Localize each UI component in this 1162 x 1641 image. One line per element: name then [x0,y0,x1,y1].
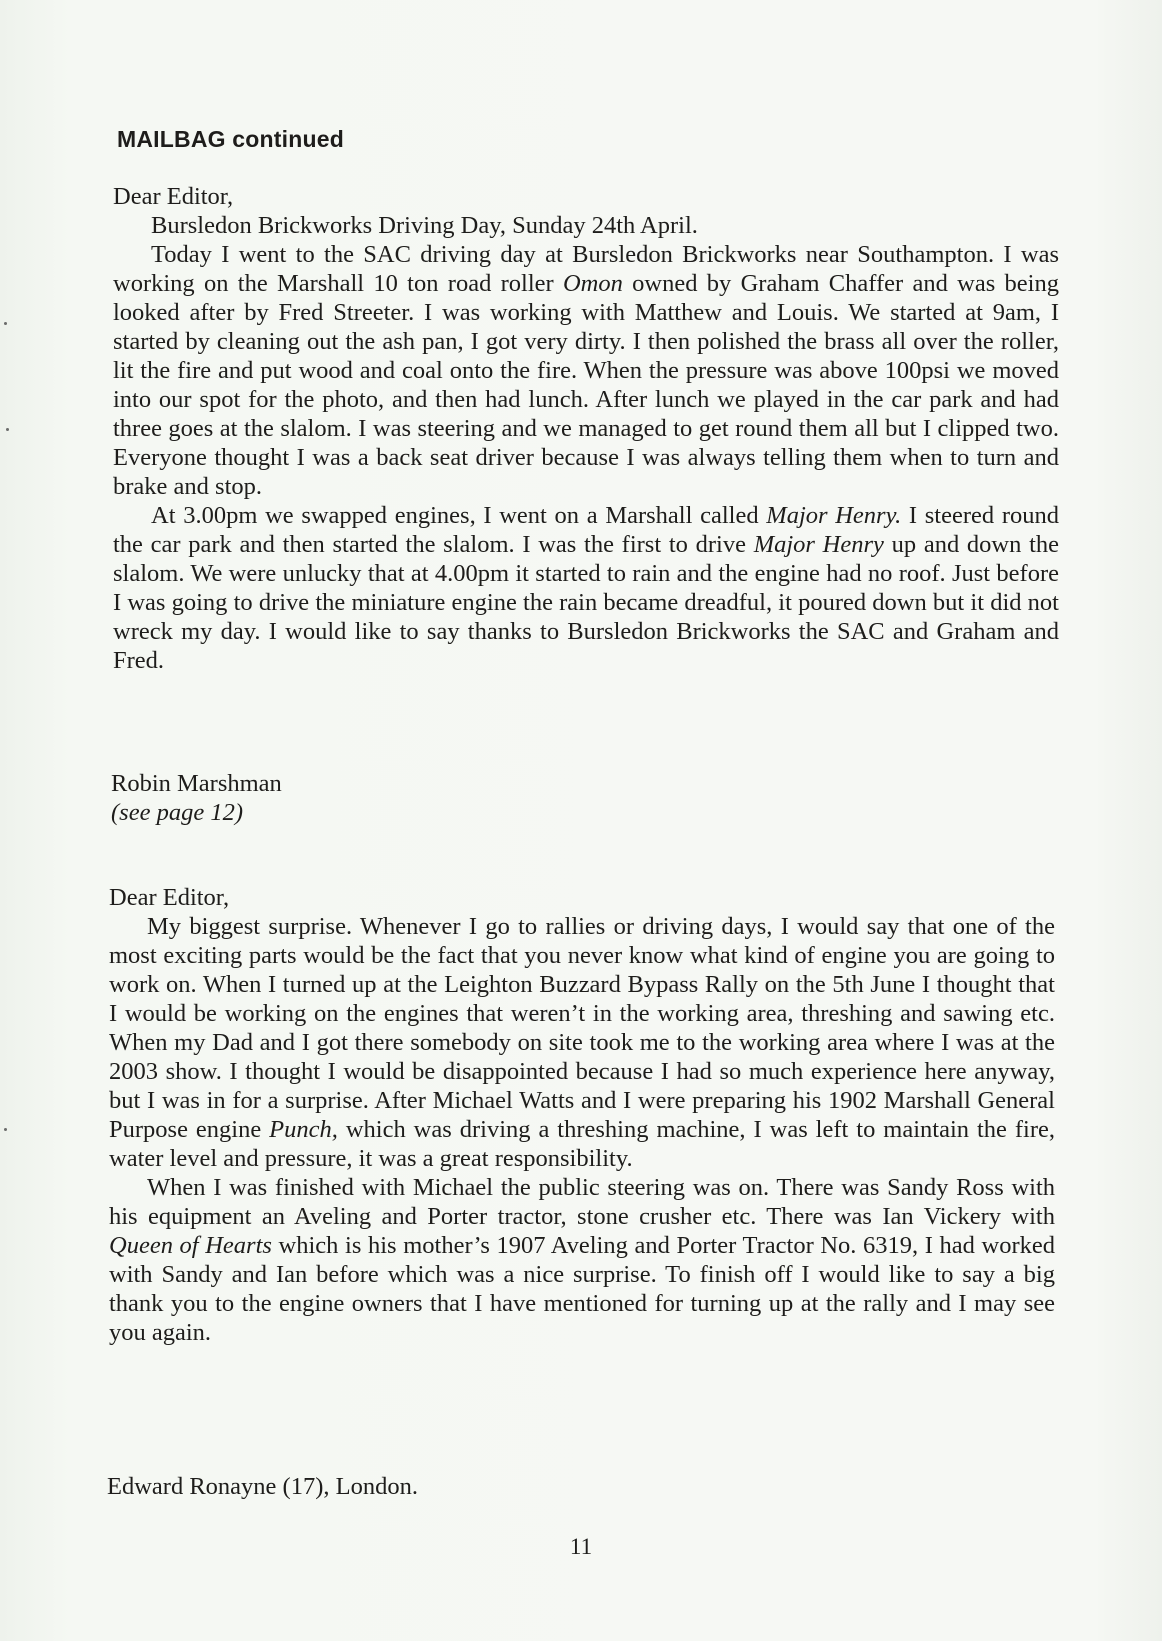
paragraph-text: which is his mother’s 1907 Aveling and Porter Tractor No. 6319, I had worked with Sandy and Ian before which was a nice surprise. To finish off I would like to say a big thank you to the engine owners that I have mentioned for turning up at the rally and I may see you again. [109,1232,1056,1346]
letter-paragraph [113,240,1059,501]
letter-edward-ronayne [109,883,1055,1347]
paragraph-text: Today I went to the SAC driving day at Bursledon Brickworks near Southampton. I was working on the Marshall 10 ton road roller [113,241,1059,297]
paragraph-text: I steered round the car park and then started the slalom. I was the first to drive [113,502,1059,558]
section-heading: MAILBAG continued [117,126,344,152]
scan-speck [6,428,9,431]
letter-robin-marshman [113,182,1059,675]
paragraph-text: owned by Graham Chaffer and was being looked after by Fred Streeter. I was working with Matthew and Louis. We started at 9am, I started by cleaning out the ash pan, I got very dirty. I then polished the brass all over the roller, lit the fire and put wood and coal onto the fire. When the pressure was above 100psi we moved into our spot for the photo, and then had lunch. After lunch we played in the car park and had three goes at the slalom. I was steering and we managed to get round them all but I clipped two. Everyone thought I was a back seat driver because I was always telling them when to turn and brake and stop. [113,270,1059,500]
letter-signature: Edward Ronayne (17), London. [107,1473,418,1500]
scan-speck [4,1128,7,1131]
paragraph-text: up and down the slalom. We were unlucky that at 4.00pm it started to rain and the engine had no roof. Just before I was going to drive the miniature engine the rain became dreadful, it poured down but it did not wreck my day. I would like to say thanks to Bursledon Brickworks the SAC and Graham and Fred. [113,531,1060,674]
engine-name-major-henry: Major Henry. [766,502,902,529]
engine-name-omon: Omon [562,270,623,297]
paragraph-text: which was driving a threshing machine, I was left to maintain the fire, water level and pressure, it was a great responsibility. [109,1116,1055,1172]
letter-salutation: Dear Editor, [109,884,230,911]
page-reference-note: (see page 12) [111,799,243,826]
engine-name-major-henry: Major Henry [753,531,884,558]
scan-speck [4,322,7,325]
engine-name-queen-of-hearts: Queen of Hearts [109,1232,272,1259]
paragraph-text: When I was finished with Michael the public steering was on. There was Sandy Ross with his equipment an Aveling and Porter tractor, stone crusher etc. There was Ian Vickery with [109,1174,1055,1230]
letter-paragraph [113,501,1059,675]
letter-subject: Bursledon Brickworks Driving Day, Sunday 24th April. [151,212,698,239]
page-number: 11 [569,1534,593,1559]
letter-salutation: Dear Editor, [113,183,234,210]
paragraph-text: At 3.00pm we swapped engines, I went on a Marshall called [151,502,767,529]
paragraph-text: My biggest surprise. Whenever I go to rallies or driving days, I would say that one of the most exciting parts would be the fact that you never know what kind of engine you are going to work on. When I turned up at the Leighton Buzzard Bypass Rally on the 5th June I thought that I would be working on the engines that weren’t in the working area, threshing and sawing etc. When my Dad and I got there somebody on site took me to the working area where I was at the 2003 show. I thought I would be disappointed because I had so much experience here anyway, but I was in for a surprise. After Michael Watts and I were preparing his 1902 Marshall General Purpose engine [109,913,1055,1143]
engine-name-punch: Punch, [269,1116,338,1143]
letter-signature: Robin Marshman [111,770,282,797]
letter-paragraph [109,912,1055,1173]
letter-paragraph [109,1173,1055,1347]
